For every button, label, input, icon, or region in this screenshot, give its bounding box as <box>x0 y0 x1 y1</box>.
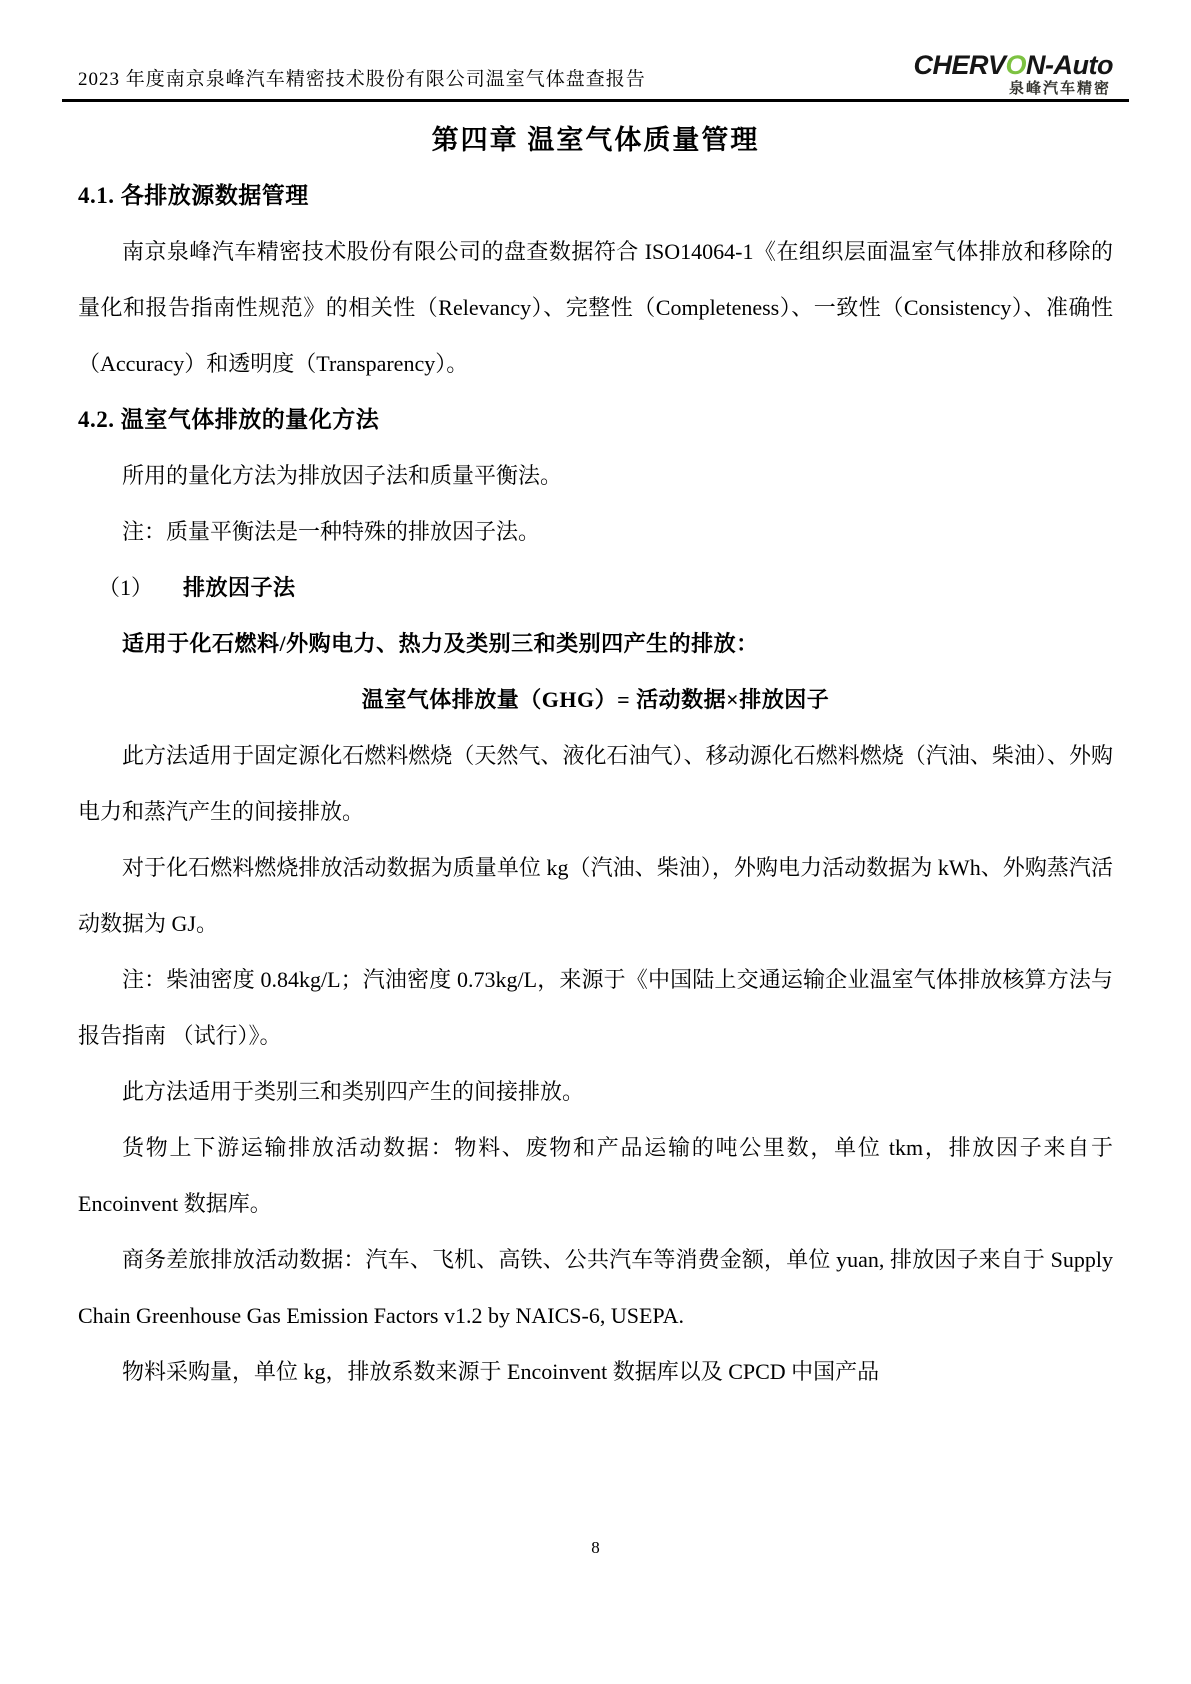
chervon-auto-logo <box>914 52 1114 96</box>
page-header <box>78 52 1113 96</box>
paragraph-density-note: 注：柴油密度 0.84kg/L；汽油密度 0.73kg/L，来源于《中国陆上交通运输企业温室气体排放核算方法与报告指南 （试行）》。 <box>78 967 1113 1048</box>
logo-green-o-icon: O <box>1005 50 1027 80</box>
logo-wordmark <box>914 52 1114 79</box>
logo-text-left: CHERV <box>913 50 1006 80</box>
paragraph-transport-data: 货物上下游运输排放活动数据：物料、废物和产品运输的吨公里数，单位 tkm，排放因子来自于 Encoinvent 数据库。 <box>78 1135 1113 1216</box>
logo-text-right: N-Auto <box>1026 50 1113 80</box>
page-number: 8 <box>591 1538 600 1557</box>
item-label: 排放因子法 <box>183 575 296 600</box>
item-number: （1） <box>98 575 154 600</box>
section-heading-4-1: 4.1. 各排放源数据管理 <box>78 183 309 208</box>
report-header-text: 2023 年度南京泉峰汽车精密技术股份有限公司温室气体盘查报告 <box>78 69 646 90</box>
section-heading-4-2: 4.2. 温室气体排放的量化方法 <box>78 407 380 432</box>
header-divider <box>62 99 1129 102</box>
paragraph-applicability-bold: 适用于化石燃料/外购电力、热力及类别三和类别四产生的排放： <box>122 631 759 656</box>
chapter-title: 第四章 温室气体质量管理 <box>431 125 760 155</box>
paragraph-mass-balance-note: 注：质量平衡法是一种特殊的排放因子法。 <box>122 519 541 544</box>
paragraph-category-three-four: 此方法适用于类别三和类别四产生的间接排放。 <box>122 1079 585 1104</box>
paragraph-material-purchase: 物料采购量，单位 kg，排放系数来源于 Encoinvent 数据库以及 CPCD 中国产品 <box>122 1359 880 1384</box>
paragraph-data-management: 南京泉峰汽车精密技术股份有限公司的盘查数据符合 ISO14064-1《在组织层面温室气体排放和移除的量化和报告指南性规范》的相关性（Relevancy）、完整性（Completeness）、一致性（Consistency）、准确性（Accuracy）和透明度（Transparency）。 <box>78 239 1113 376</box>
document-body <box>78 168 1113 1400</box>
paragraph-business-travel: 商务差旅排放活动数据：汽车、飞机、高铁、公共汽车等消费金额，单位 yuan, 排放因子来自于 Supply Chain Greenhouse Gas Emission Factors v1.2 by NAICS-6, USEPA. <box>78 1247 1113 1328</box>
ghg-formula: 温室气体排放量（GHG）= 活动数据×排放因子 <box>361 687 830 712</box>
paragraph-methods: 所用的量化方法为排放因子法和质量平衡法。 <box>122 463 563 488</box>
logo-subtitle: 泉峰汽车精密 <box>1008 80 1111 97</box>
item-heading-emission-factor-method <box>78 560 1113 616</box>
paragraph-method-scope: 此方法适用于固定源化石燃料燃烧（天然气、液化石油气）、移动源化石燃料燃烧（汽油、柴油）、外购电力和蒸汽产生的间接排放。 <box>78 743 1113 824</box>
paragraph-activity-data-units: 对于化石燃料燃烧排放活动数据为质量单位 kg（汽油、柴油），外购电力活动数据为 kWh、外购蒸汽活动数据为 GJ。 <box>78 855 1113 936</box>
